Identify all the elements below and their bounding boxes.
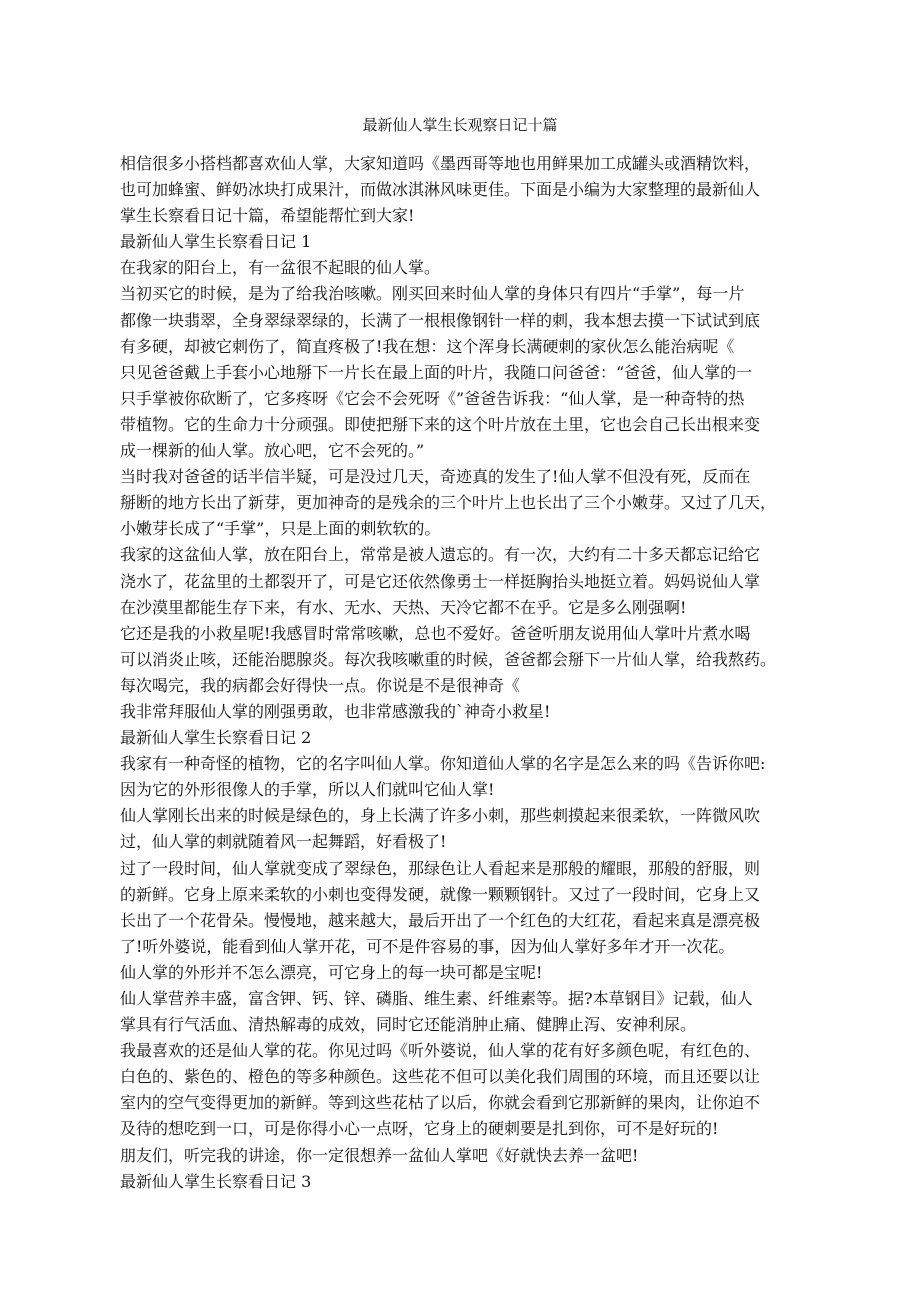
text-line: 了!听外婆说，能看到仙人掌开花，可不是件容易的事，因为仙人掌好多年才开一次花。	[120, 936, 735, 956]
text-line: 掌生长察看日记十篇，希望能帮忙到大家!	[120, 206, 415, 226]
text-line: 只手掌被你砍断了，它多疼呀《它会不会死呀《”爸爸告诉我：“仙人掌，是一种奇特的热	[120, 388, 745, 408]
section-heading: 最新仙人掌生长察看日记 2	[120, 728, 312, 748]
text-line: 及待的想吃到一口，可是你得小心一点呀，它身上的硬刺要是扎到你，可不是好玩的!	[120, 1119, 719, 1139]
text-line: 相信很多小搭档都喜欢仙人掌，大家知道吗《墨西哥等地也用鲜果加工成罐头或酒精饮料，	[120, 154, 761, 173]
text-line: 带植物。它的生命力十分顽强。即使把掰下来的这个叶片放在土里，它也会自己长出根来变	[120, 414, 761, 434]
text-line: 仙人掌的外形并不怎么漂亮，可它身上的每一块可都是宝呢!	[120, 962, 543, 982]
text-line: 成一棵新的仙人掌。放心吧，它不会死的。”	[120, 441, 425, 461]
text-line: 每次喝完，我的病都会好得快一点。你说是不是很神奇《	[120, 675, 521, 695]
text-line: 可以消炎止咳，还能治腮腺炎。每次我咳嗽重的时候，爸爸都会掰下一片仙人掌，给我熬药。	[120, 649, 777, 669]
text-line: 在沙漠里都能生存下来，有水、无水、天热、天冷它都不在乎。它是多么刚强啊!	[120, 597, 687, 617]
text-line: 朋友们，听完我的讲途，你一定很想养一盆仙人掌吧《好就快去养一盆吧!	[120, 1145, 639, 1165]
text-line: 过了一段时间，仙人掌就变成了翠绿色，那绿色让人看起来是那般的耀眼，那般的舒服，则	[120, 858, 761, 878]
text-line: 掰断的地方长出了新芽，更加神奇的是残余的三个叶片上也长出了三个小嫩芽。又过了几天，	[120, 493, 777, 513]
text-line: 的新鲜。它身上原来柔软的小刺也变得发硬，就像一颗颗钢针。又过了一段时间，它身上又	[120, 884, 761, 904]
text-line: 仙人掌营养丰盛，富含钾、钙、锌、磷脂、维生素、纤维素等。据?本草钢目》记载，仙人	[120, 989, 753, 1008]
text-line: 过，仙人掌的刺就随着风一起舞蹈，好看极了!	[120, 832, 447, 852]
text-line: 白色的、紫色的、橙色的等多种颜色。这些花不但可以美化我们周围的环境，而且还要以让	[120, 1067, 761, 1087]
text-line: 我家的这盆仙人掌，放在阳台上，常常是被人遗忘的。有一次，大约有二十多天都忘记给它	[120, 545, 761, 565]
text-line: 我家有一种奇怪的植物，它的名字叫仙人掌。你知道仙人掌的名字是怎么来的吗《告诉你吧:	[120, 754, 766, 774]
section-heading: 最新仙人掌生长察看日记 1	[120, 232, 312, 252]
section-heading: 最新仙人掌生长察看日记 3	[120, 1171, 312, 1191]
text-line: 当初买它的时候，是为了给我治咳嗽。刚买回来时仙人掌的身体只有四片“手掌”，每一片	[120, 284, 745, 304]
document-body	[120, 151, 810, 1195]
text-line: 只见爸爸戴上手套小心地掰下一片长在最上面的叶片，我随口问爸爸：“爸爸，仙人掌的一	[120, 362, 753, 382]
text-line: 掌具有行气活血、清热解毒的成效，同时它还能消肿止痛、健脾止泻、安神利尿。	[120, 1015, 697, 1035]
text-line: 在我家的阳台上，有一盆很不起眼的仙人掌。	[120, 258, 441, 278]
document-title: 最新仙人掌生长观察日记十篇	[362, 116, 558, 134]
text-line: 我最喜欢的还是仙人掌的花。你见过吗《听外婆说，仙人掌的花有好多颜色呢，有红色的、	[120, 1041, 761, 1061]
text-line: 有多硬，却被它刺伤了，简直疼极了!我在想：这个浑身长满硬刺的家伙怎么能治病呢《	[120, 336, 735, 356]
text-line: 它还是我的小救星呢!我感冒时常常咳嗽，总也不爱好。爸爸听朋友说用仙人掌叶片煮水喝	[120, 623, 751, 643]
text-line: 也可加蜂蜜、鲜奶冰块打成果汁，而做冰淇淋风味更佳。下面是小编为大家整理的最新仙人	[120, 180, 761, 200]
text-line: 仙人掌刚长出来的时候是绿色的，身上长满了许多小刺，那些刺摸起来很柔软，一阵微风吹	[120, 806, 761, 826]
text-line: 小嫩芽长成了“手掌”，只是上面的刺软软的。	[120, 519, 441, 539]
text-line: 室内的空气变得更加的新鲜。等到这些花枯了以后，你就会看到它那新鲜的果肉，让你迫不	[120, 1093, 761, 1113]
text-line: 都像一块翡翠，全身翠绿翠绿的，长满了一根根像钢针一样的刺，我本想去摸一下试试到底	[120, 310, 761, 330]
text-line: 因为它的外形很像人的手掌，所以人们就叫它仙人掌!	[120, 780, 495, 800]
text-line: 当时我对爸爸的话半信半疑，可是没过几天，奇迹真的发生了!仙人掌不但没有死，反而在	[120, 467, 751, 487]
text-line: 长出了一个花骨朵。慢慢地，越来越大，最后开出了一个红色的大红花，看起来真是漂亮极	[120, 910, 761, 930]
text-line: 浇水了，花盆里的土都裂开了，可是它还依然像勇士一样挺胸抬头地挺立着。妈妈说仙人掌	[120, 571, 761, 591]
text-line: 我非常拜服仙人掌的刚强勇敢，也非常感激我的`神奇小救星!	[120, 701, 551, 721]
